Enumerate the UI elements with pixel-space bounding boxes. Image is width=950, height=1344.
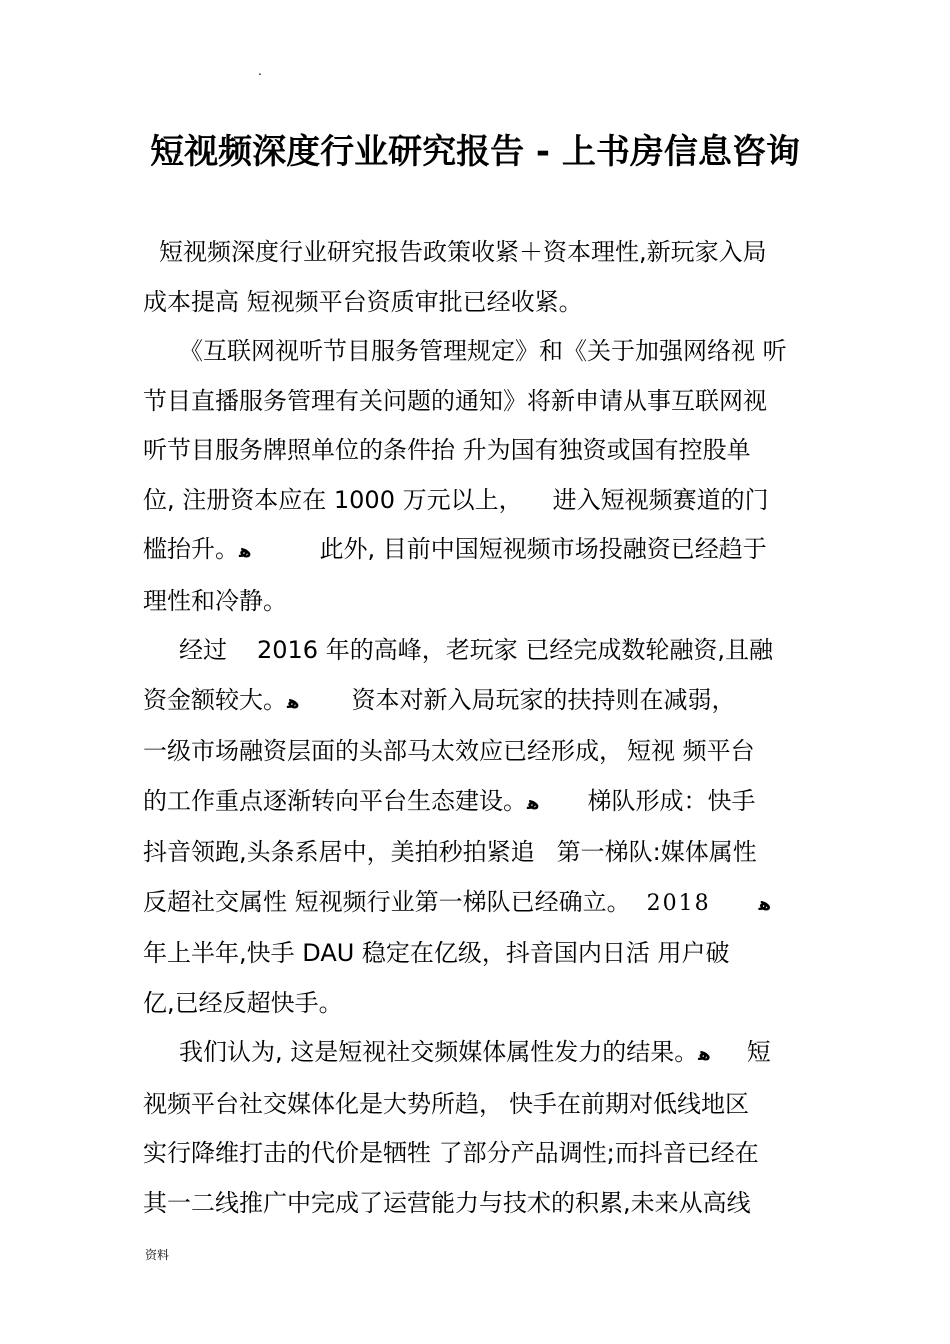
- text-line: 进入短视频赛道的门: [552, 485, 769, 514]
- text-line: 年上半年,快手 DAU 稳定在亿级，抖音国内日活 用户破: [143, 939, 730, 967]
- paragraph-4: [143, 1028, 813, 1228]
- text-line: 资金额较大。: [143, 685, 287, 714]
- text-line: 成本提高 短视频平台资质审批已经收紧。: [143, 287, 583, 316]
- text-line: 听节目服务牌照单位的条件抬 升为国有独资或国有控股单: [143, 436, 751, 464]
- text-line: 一级市场融资层面的头部马太效应已经形成，: [143, 737, 623, 765]
- text-line: 2016 年的高峰，老玩家 已经完成数轮融资,且融: [257, 636, 773, 664]
- paragraph-mark-icon: ﻫ: [698, 1044, 711, 1065]
- header-dot: .: [258, 64, 262, 78]
- text-line: 实行降维打击的代价是牺牲 了部分产品调性;而抖音已经在: [143, 1139, 759, 1167]
- paragraph-3: [143, 626, 813, 1028]
- text-line: 节目直播服务管理有关问题的通知》将新申请从事互联网视: [143, 386, 767, 415]
- text-line: 第一梯队:媒体属性: [556, 838, 757, 866]
- document-body: [143, 228, 813, 1228]
- year-number: 2018: [646, 890, 711, 916]
- paragraph-mark-icon: ﻫ: [287, 691, 300, 713]
- text-line: 《互联网视听节目服务管理规定》和《关于加强网络视 听: [179, 337, 787, 365]
- text-line: 短: [746, 1038, 771, 1066]
- text-line: 亿,已经反超快手。: [143, 988, 343, 1017]
- text-line: 我们认为, 这是短视社交频媒体属性发力的结果。: [179, 1038, 699, 1066]
- text-line: 视频平台社交媒体化是大势所趋，: [143, 1089, 503, 1118]
- paragraph-mark-icon: ﻫ: [527, 792, 540, 814]
- paragraph-mark-icon: ﻫ: [758, 893, 772, 915]
- text-line: 其一二线推广中完成了运营能力与技术的积累,未来从高线: [143, 1188, 751, 1217]
- text-line: 反超社交属性 短视频行业第一梯队已经确立。: [143, 887, 631, 916]
- text-line: 理性和冷静。: [143, 586, 287, 615]
- text-line: 的工作重点逐渐转向平台生态建设。: [143, 786, 527, 815]
- text-line: 此外, 目前中国短视频市场投融资已经趋于: [319, 535, 767, 563]
- document-title: 短视频深度行业研究报告 - 上书房信息咨询: [150, 132, 800, 172]
- text-line: 经过: [179, 636, 227, 664]
- paragraph-mark-icon: ﻫ: [239, 541, 252, 562]
- text-line: 短视 频平台: [627, 737, 755, 765]
- text-line: 槛抬升。: [143, 535, 239, 563]
- paragraph-2: [143, 327, 813, 626]
- text-line: 资本对新入局玩家的扶持则在减弱，: [351, 685, 736, 714]
- text-line: 梯队形成：快手: [587, 786, 756, 815]
- text-line: 短视频深度行业研究报告政策收紧＋资本理性,新玩家入局: [159, 238, 767, 266]
- paragraph-1: [143, 228, 813, 327]
- text-line: 位, 注册资本应在 1000 万元以上，: [143, 485, 523, 514]
- text-line: 快手在前期对低线地区: [509, 1089, 749, 1118]
- page-footer: 资料: [145, 1248, 170, 1262]
- text-line: 抖音领跑,头条系居中，美拍秒拍紧追: [143, 838, 535, 866]
